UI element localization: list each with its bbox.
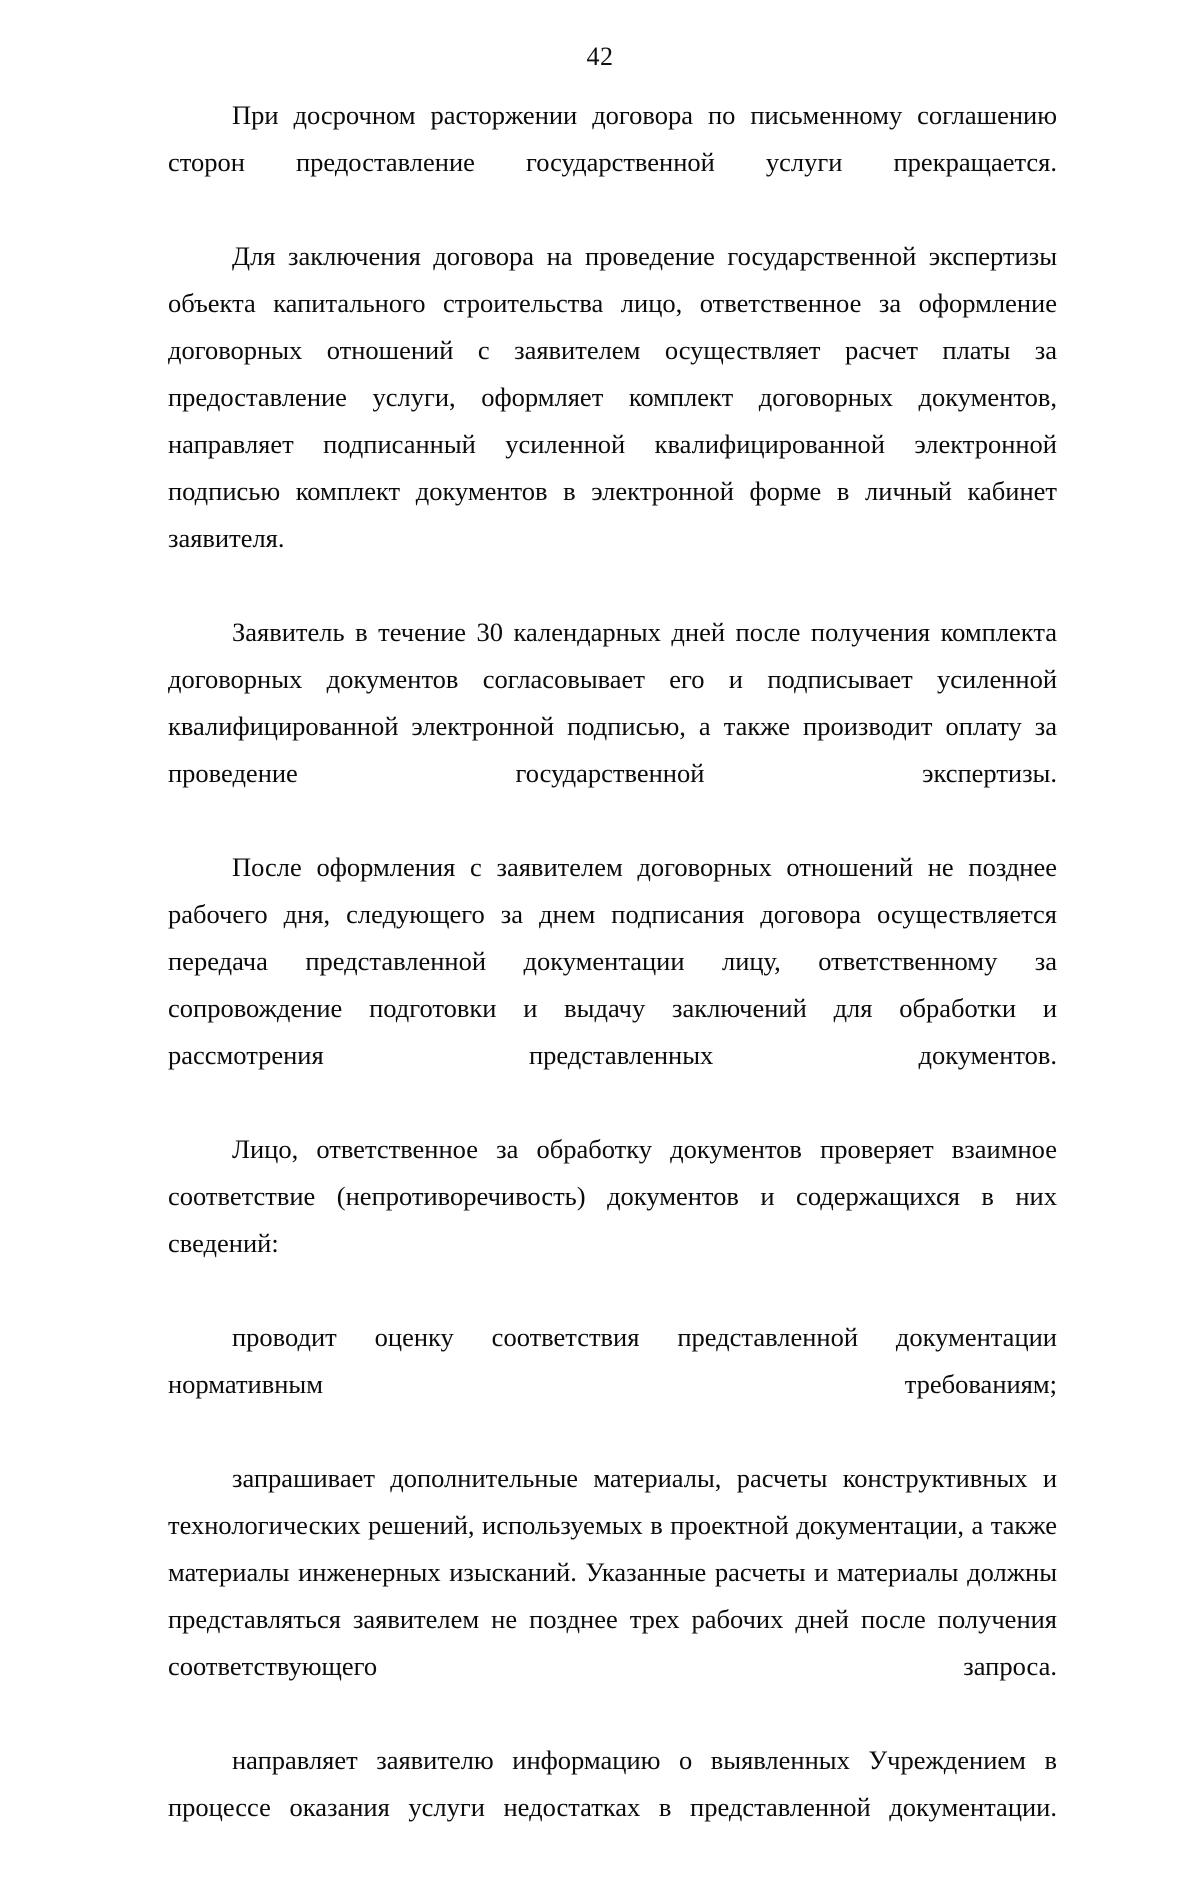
- paragraph-6: проводит оценку соответствия представленной документации нормативным требованиям;: [168, 1322, 1057, 1399]
- paragraph-8: направляет заявителю информацию о выявленных Учреждением в процессе оказания услуги недостатках в представленной документации.: [168, 1745, 1057, 1822]
- document-body: [168, 92, 1057, 1878]
- paragraph-7: запрашивает дополнительные материалы, расчеты конструктивных и технологических решений, используемых в проектной документации, а также материалы инженерных изысканий. Указанные расчеты и материалы должны представляться заявителем не позднее трех рабочих дней после получения соответствующего запроса.: [168, 1463, 1057, 1681]
- paragraph-3: Заявитель в течение 30 календарных дней после получения комплекта договорных документов согласовывает его и подписывает усиленной квалифицированной электронной подписью, а также производит оплату за проведение государственной экспертизы.: [168, 617, 1057, 788]
- paragraph-2: Для заключения договора на проведение государственной экспертизы объекта капитального строительства лицо, ответственное за оформление договорных отношений с заявителем осуществляет расчет платы за предоставление услуги, оформляет комплект договорных документов, направляет подписанный усиленной квалифицированной электронной подписью комплект документов в электронной форме в личный кабинет заявителя.: [168, 241, 1057, 553]
- page-number: 42: [586, 42, 614, 71]
- paragraph-4: После оформления с заявителем договорных отношений не позднее рабочего дня, следующего за днем подписания договора осуществляется передача представленной документации лицу, ответственному за сопровождение подготовки и выдачу заключений для обработки и рассмотрения представленных документов.: [168, 852, 1057, 1070]
- paragraph-5: Лицо, ответственное за обработку документов проверяет взаимное соответствие (непротиворечивость) документов и содержащихся в них сведений:: [168, 1134, 1057, 1258]
- paragraph-1: При досрочном расторжении договора по письменному соглашению сторон предоставление государственной услуги прекращается.: [168, 100, 1057, 177]
